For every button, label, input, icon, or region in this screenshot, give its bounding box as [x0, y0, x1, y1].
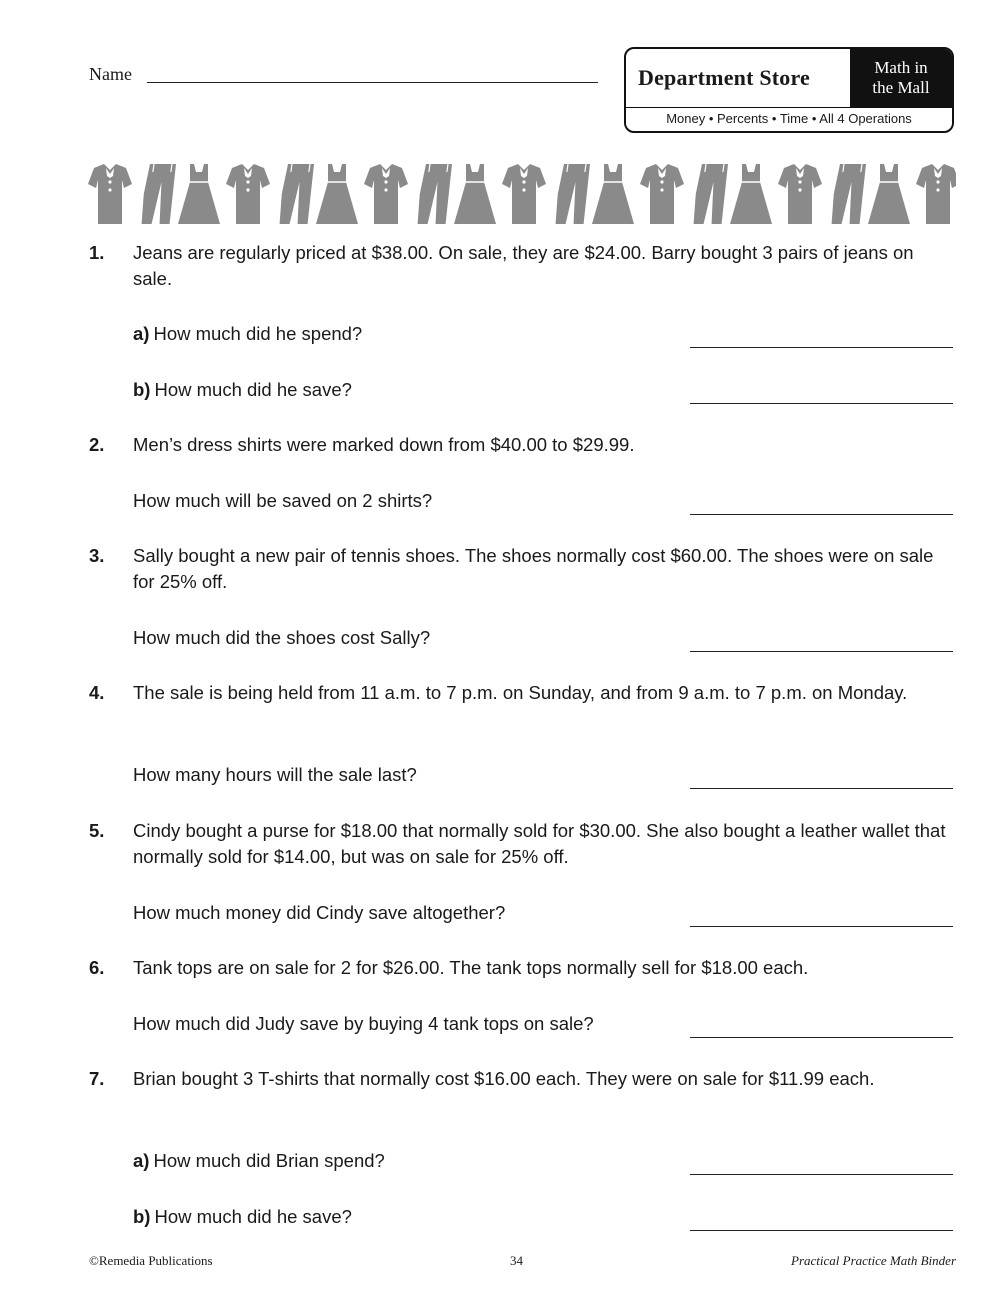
- series-badge: [850, 49, 952, 107]
- shirt-icon: [640, 164, 684, 224]
- dress-icon: [730, 164, 772, 224]
- question-number: 1.: [89, 242, 105, 263]
- header-top-row: [626, 49, 952, 108]
- shirt-icon: [88, 164, 132, 224]
- footer-publisher: ©Remedia Publications: [89, 1253, 213, 1268]
- shirt-icon: [226, 164, 270, 224]
- question-part: [133, 1011, 594, 1037]
- question-text: Tank tops are on sale for 2 for $26.00. The tank tops normally sell for $18.00 each.: [133, 957, 809, 978]
- name-field-line[interactable]: [147, 82, 598, 83]
- question-part-label: b): [133, 1206, 151, 1227]
- question-part-text: How much did Brian spend?: [153, 1150, 385, 1171]
- question-number: 3.: [89, 545, 105, 566]
- answer-line[interactable]: [690, 347, 953, 348]
- question-text: Men’s dress shirts were marked down from $40.00 to $29.99.: [133, 434, 635, 455]
- question-part-label: b): [133, 379, 151, 400]
- question-part-text: How much will be saved on 2 shirts?: [133, 490, 433, 511]
- question-text: The sale is being held from 11 a.m. to 7 p.m. on Sunday, and from 9 a.m. to 7 p.m. on Monday.: [133, 682, 908, 703]
- footer-book-title: Practical Practice Math Binder: [791, 1253, 956, 1268]
- question-text: Cindy bought a purse for $18.00 that normally sold for $30.00. She also bought a leather wallet that normally sold for $14.00, but was on sale for 25% off.: [133, 820, 946, 867]
- answer-line[interactable]: [690, 651, 953, 652]
- dress-icon: [868, 164, 910, 224]
- worksheet-header-box: [624, 47, 954, 133]
- shirt-icon: [364, 164, 408, 224]
- question-part: [133, 488, 432, 514]
- dress-icon: [316, 164, 358, 224]
- question-part-text: How much did he save?: [154, 1206, 352, 1227]
- answer-line[interactable]: [690, 1230, 953, 1231]
- question-part-label: a): [133, 323, 150, 344]
- question-part: [133, 900, 505, 926]
- question-text: Brian bought 3 T-shirts that normally cost $16.00 each. They were on sale for $11.99 each.: [133, 1068, 875, 1089]
- question-part: [133, 321, 362, 347]
- question-number: 6.: [89, 957, 105, 978]
- question-part-text: How much did he spend?: [153, 323, 363, 344]
- shirt-icon: [502, 164, 546, 224]
- question-part-text: How much did the shoes cost Sally?: [133, 627, 431, 648]
- dress-icon: [454, 164, 496, 224]
- worksheet-topics: Money • Percents • Time • All 4 Operations: [666, 111, 912, 126]
- question-number: 2.: [89, 434, 105, 455]
- shirt-icon: [916, 164, 956, 224]
- pants-icon: [692, 164, 730, 224]
- question-number: 5.: [89, 820, 105, 841]
- question-part: [133, 377, 352, 403]
- footer-page-number: 34: [510, 1253, 523, 1268]
- worksheet-title: Department Store: [638, 65, 811, 90]
- answer-line[interactable]: [690, 788, 953, 789]
- answer-line[interactable]: [690, 926, 953, 927]
- question-part-label: a): [133, 1150, 150, 1171]
- pants-icon: [416, 164, 454, 224]
- name-label: Name: [89, 64, 132, 84]
- answer-line[interactable]: [690, 514, 953, 515]
- question-part-text: How much money did Cindy save altogether?: [133, 902, 506, 923]
- dress-icon: [592, 164, 634, 224]
- question-part: [133, 1204, 352, 1230]
- question-part-text: How much did Judy save by buying 4 tank tops on sale?: [133, 1013, 594, 1034]
- shirt-icon: [778, 164, 822, 224]
- question-part-text: How much did he save?: [154, 379, 352, 400]
- pants-icon: [830, 164, 868, 224]
- answer-line[interactable]: [690, 1037, 953, 1038]
- question-part: [133, 625, 430, 651]
- question-text: Sally bought a new pair of tennis shoes. The shoes normally cost $60.00. The shoes were on sale for 25% off.: [133, 545, 934, 592]
- pants-icon: [278, 164, 316, 224]
- series-badge-line2: the Mall: [872, 78, 930, 97]
- pants-icon: [554, 164, 592, 224]
- dress-icon: [178, 164, 220, 224]
- answer-line[interactable]: [690, 1174, 953, 1175]
- clothing-banner: [88, 164, 956, 226]
- series-badge-line1: Math in: [874, 58, 928, 77]
- question-part-text: How many hours will the sale last?: [133, 764, 417, 785]
- question-text: Jeans are regularly priced at $38.00. On sale, they are $24.00. Barry bought 3 pairs of jeans on sale.: [133, 242, 914, 289]
- question-part: [133, 762, 417, 788]
- answer-line[interactable]: [690, 403, 953, 404]
- question-number: 7.: [89, 1068, 105, 1089]
- pants-icon: [140, 164, 178, 224]
- question-number: 4.: [89, 682, 105, 703]
- question-part: [133, 1148, 385, 1174]
